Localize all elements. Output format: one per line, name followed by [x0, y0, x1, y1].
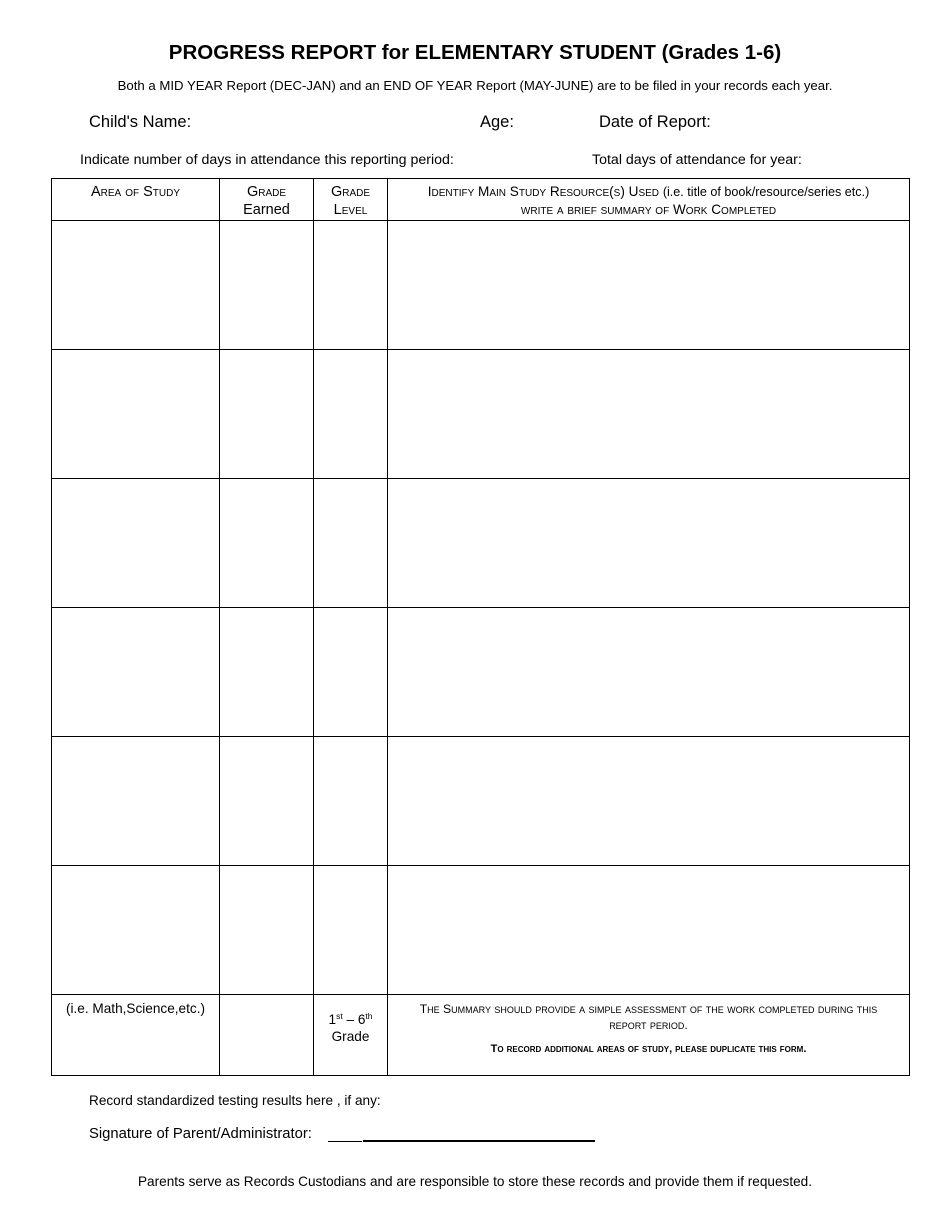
- header-grade-earned: Grade Earned: [220, 179, 314, 221]
- area-of-study-cell[interactable]: [52, 479, 220, 608]
- area-of-study-cell[interactable]: [52, 866, 220, 995]
- table-row: [52, 608, 910, 737]
- grade-earned-cell[interactable]: [220, 737, 314, 866]
- area-of-study-cell[interactable]: [52, 350, 220, 479]
- table-row: [52, 737, 910, 866]
- report-subtitle: Both a MID YEAR Report (DEC-JAN) and an END OF YEAR Report (MAY-JUNE) are to be filed in your records each year.: [117, 78, 833, 93]
- age-field[interactable]: Age:: [480, 113, 514, 131]
- summary-cell[interactable]: [388, 479, 910, 608]
- area-of-study-cell[interactable]: [52, 737, 220, 866]
- area-of-study-cell[interactable]: [52, 221, 220, 350]
- grade-earned-cell[interactable]: [220, 350, 314, 479]
- grade-earned-example-cell: [220, 995, 314, 1076]
- header-grade-level: Grade Level: [314, 179, 388, 221]
- signature-label: Signature of Parent/Administrator:: [89, 1126, 312, 1142]
- grade-earned-cell[interactable]: [220, 479, 314, 608]
- date-of-report-field[interactable]: Date of Report:: [599, 113, 711, 131]
- attendance-year-field[interactable]: Total days of attendance for year:: [592, 152, 802, 168]
- progress-table: [51, 178, 910, 1076]
- table-row: [52, 350, 910, 479]
- grade-level-cell[interactable]: [314, 737, 388, 866]
- area-example-text: (i.e. Math,Science,etc.): [52, 995, 220, 1076]
- summary-note: The Summary should provide a simple assessment of the work completed during this report period.: [419, 1002, 878, 1032]
- custodian-footer-note: Parents serve as Records Custodians and are responsible to store these records and provide them if requested.: [137, 1174, 812, 1189]
- grade-level-cell[interactable]: [314, 866, 388, 995]
- summary-cell[interactable]: [388, 350, 910, 479]
- table-row: [52, 221, 910, 350]
- grade-earned-cell[interactable]: [220, 866, 314, 995]
- child-name-field[interactable]: Child's Name:: [89, 113, 192, 131]
- header-area-of-study: Area of Study: [52, 179, 220, 221]
- grade-level-cell[interactable]: [314, 350, 388, 479]
- signature-line-short[interactable]: [328, 1141, 362, 1142]
- grade-level-cell[interactable]: [314, 608, 388, 737]
- grade-level-cell[interactable]: [314, 221, 388, 350]
- grade-earned-cell[interactable]: [220, 221, 314, 350]
- summary-instructions: [388, 995, 910, 1076]
- testing-results-field[interactable]: Record standardized testing results here , if any:: [89, 1093, 381, 1108]
- report-title: PROGRESS REPORT for ELEMENTARY STUDENT (Grades 1-6): [168, 41, 782, 64]
- header-study-resources: Identify Main Study Resource(s) Used (i.e. title of book/resource/series etc.) write a brief summary of Work Completed: [388, 179, 910, 221]
- attendance-period-field[interactable]: Indicate number of days in attendance this reporting period:: [80, 152, 454, 168]
- duplicate-form-note: To record additional areas of study, please duplicate this form.: [490, 1043, 807, 1055]
- summary-cell[interactable]: [388, 737, 910, 866]
- grade-earned-cell[interactable]: [220, 608, 314, 737]
- table-row: [52, 479, 910, 608]
- summary-cell[interactable]: [388, 608, 910, 737]
- grade-level-example: 1st – 6th Grade: [314, 995, 388, 1076]
- grade-level-cell[interactable]: [314, 479, 388, 608]
- table-header-row: [52, 179, 910, 221]
- signature-line[interactable]: [363, 1140, 595, 1142]
- summary-cell[interactable]: [388, 221, 910, 350]
- instructions-row: [52, 995, 910, 1076]
- summary-cell[interactable]: [388, 866, 910, 995]
- table-row: [52, 866, 910, 995]
- area-of-study-cell[interactable]: [52, 608, 220, 737]
